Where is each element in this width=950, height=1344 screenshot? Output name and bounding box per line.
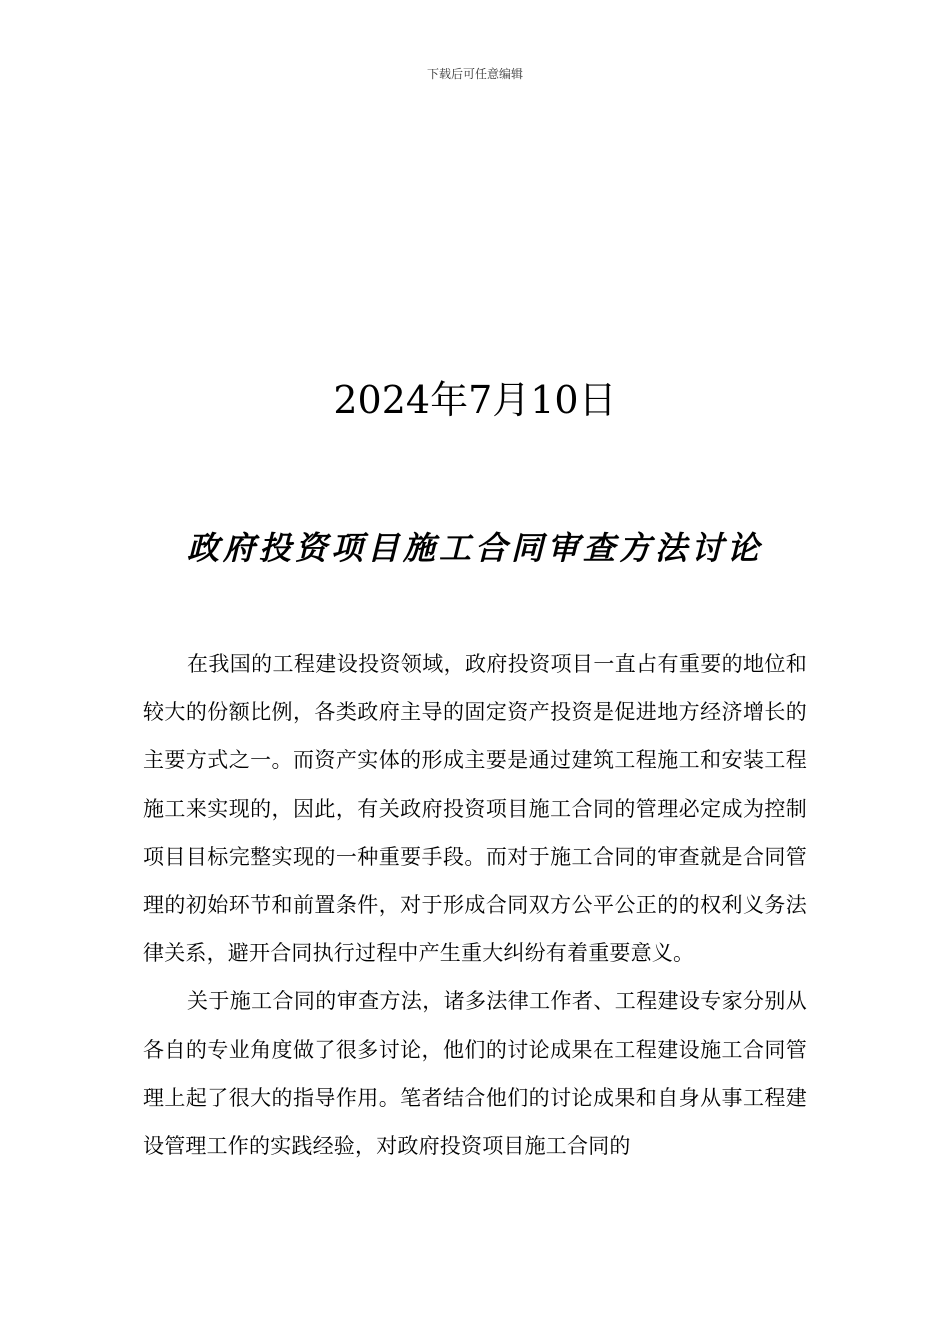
header-note: 下载后可任意编辑 [426, 67, 523, 81]
document-title: 政府投资项目施工合同审查方法讨论 [186, 529, 763, 567]
paragraph-2: 关于施工合同的审查方法，诸多法律工作者、工程建设专家分别从各自的专业角度做了很多讨论，他们的讨论成果在工程建设施工合同管理上起了很大的指导作用。笔者结合他们的讨论成果和自身从事工程建设管理工作的实践经验，对政府投资项目施工合同的 [143, 989, 807, 1159]
paragraph-1: 在我国的工程建设投资领域，政府投资项目一直占有重要的地位和较大的份额比例，各类政府主导的固定资产投资是促进地方经济增长的主要方式之一。而资产实体的形成主要是通过建筑工程施工和安装工程施工来实现的，因此，有关政府投资项目施工合同的管理必定成为控制项目目标完整实现的一种重要手段。而对于施工合同的审查就是合同管理的初始环节和前置条件，对于形成合同双方公平公正的的权利义务法律关系，避开合同执行过程中产生重大纠纷有着重要意义。 [143, 652, 807, 966]
document-date: 2024年7月10日 [333, 378, 617, 422]
document-body [143, 640, 807, 1170]
